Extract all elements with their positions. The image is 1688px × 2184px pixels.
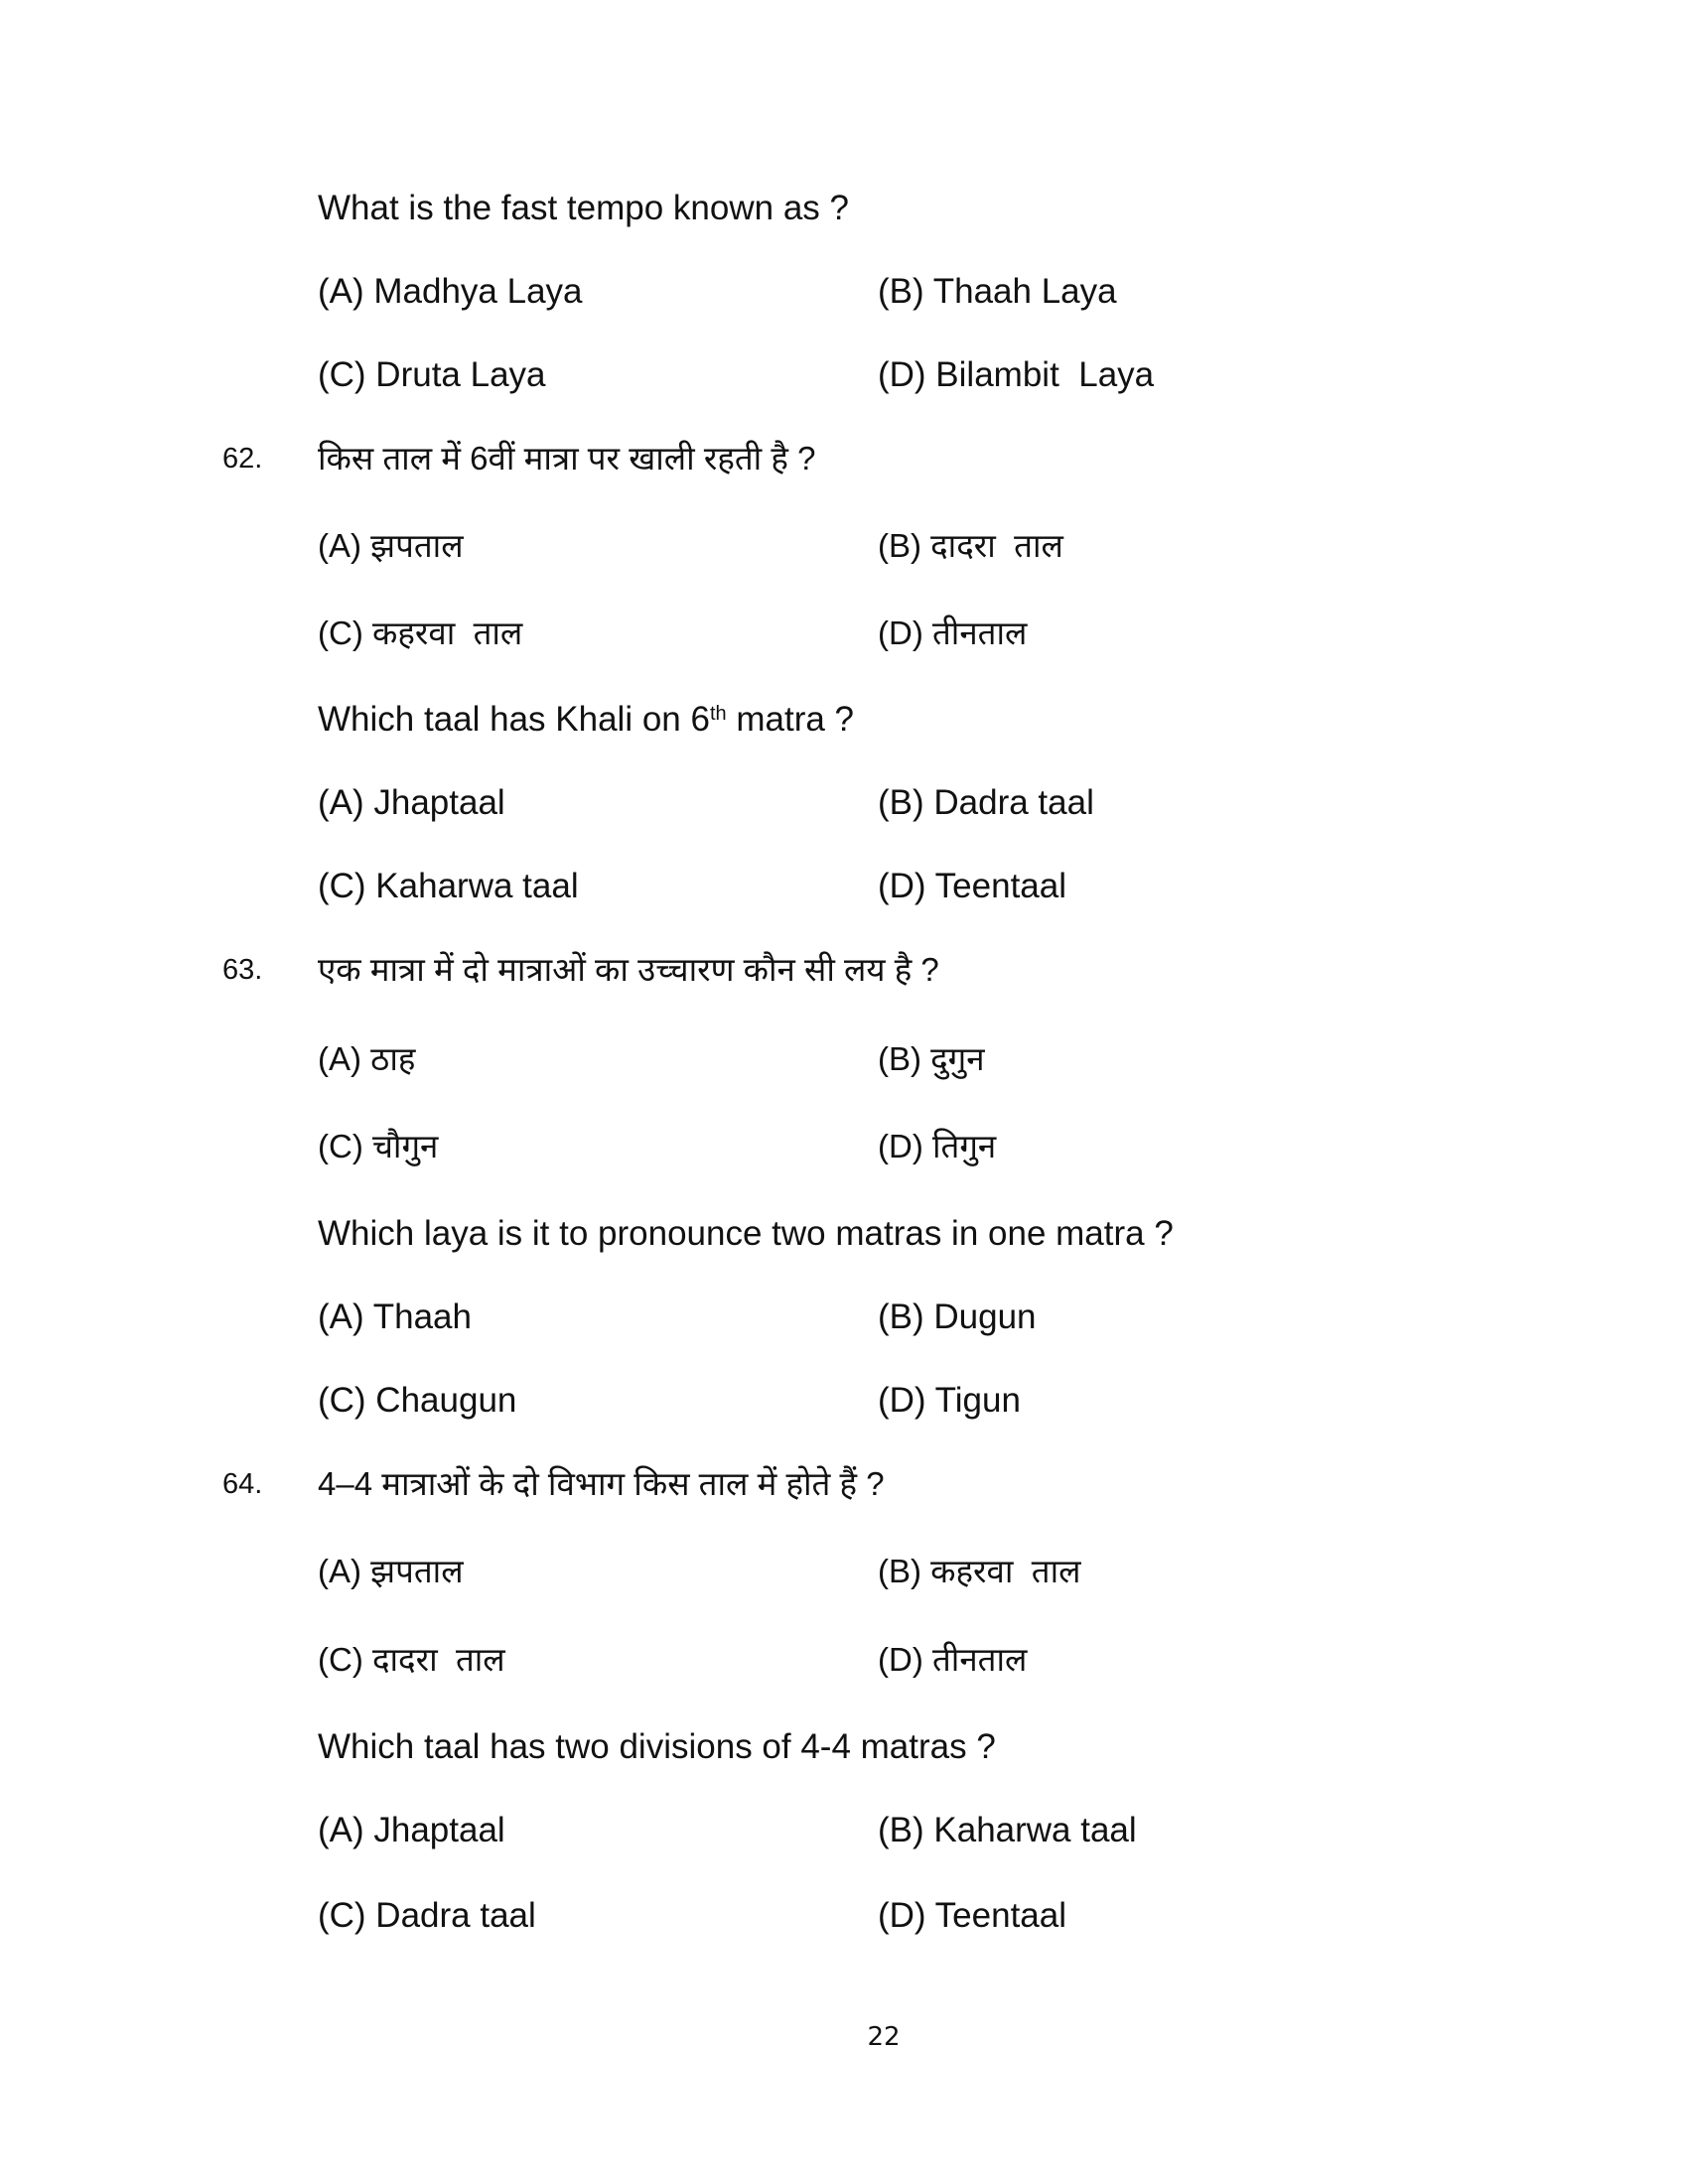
option-d: (D) Teentaal bbox=[878, 1896, 1067, 1935]
option-a: (A) झपताल bbox=[318, 527, 464, 564]
options-row-ab bbox=[0, 1029, 1688, 1089]
option-d: (D) Bilambit Laya bbox=[878, 355, 1155, 394]
options-row-ab bbox=[0, 1288, 1688, 1347]
options-row-ab bbox=[0, 516, 1688, 576]
question-text: 4–4 मात्राओं के दो विभाग किस ताल में होते हैं ? bbox=[318, 1465, 885, 1502]
question-text: Which laya is it to pronounce two matras in one matra ? bbox=[318, 1214, 1174, 1253]
option-a: (A) Jhaptaal bbox=[318, 783, 505, 822]
option-a: (A) झपताल bbox=[318, 1553, 464, 1589]
option-d: (D) Teentaal bbox=[878, 867, 1067, 905]
question-64-hindi bbox=[0, 1454, 1688, 1514]
option-b: (B) कहरवा ताल bbox=[878, 1553, 1081, 1589]
options-row-cd bbox=[0, 345, 1688, 405]
option-a: (A) Jhaptaal bbox=[318, 1811, 505, 1849]
option-b: (B) दादरा ताल bbox=[878, 527, 1063, 564]
ordinal-suffix: th bbox=[709, 703, 727, 725]
option-c: (C) Druta Laya bbox=[318, 355, 546, 394]
question-text: What is the fast tempo known as ? bbox=[318, 189, 849, 227]
question-text: एक मात्रा में दो मात्राओं का उच्चारण कौन सी लय है ? bbox=[318, 951, 939, 988]
options-row-cd bbox=[0, 1371, 1688, 1431]
question-63-hindi bbox=[0, 940, 1688, 1000]
question-number: 62. bbox=[222, 443, 263, 475]
options-row-cd bbox=[0, 857, 1688, 916]
question-63-english bbox=[0, 1204, 1688, 1264]
question-64-english bbox=[0, 1717, 1688, 1777]
option-b: (B) दुगुन bbox=[878, 1040, 985, 1077]
question-number: 64. bbox=[222, 1468, 263, 1500]
option-c: (C) कहरवा ताल bbox=[318, 614, 523, 651]
options-row-cd bbox=[0, 604, 1688, 663]
options-row-ab bbox=[0, 773, 1688, 833]
question-text-prefix: Which taal has Khali on 6 bbox=[318, 700, 710, 739]
option-b: (B) Thaah Laya bbox=[878, 272, 1117, 311]
options-row-ab bbox=[0, 262, 1688, 322]
question-text bbox=[318, 690, 854, 750]
option-b: (B) Kaharwa taal bbox=[878, 1811, 1137, 1849]
option-c: (C) दादरा ताल bbox=[318, 1641, 505, 1678]
question-61-english bbox=[0, 179, 1688, 238]
option-b: (B) Dadra taal bbox=[878, 783, 1094, 822]
option-a: (A) ठाह bbox=[318, 1040, 416, 1077]
options-row-cd bbox=[0, 1117, 1688, 1176]
option-c: (C) चौगुन bbox=[318, 1128, 439, 1164]
option-a: (A) Thaah bbox=[318, 1297, 472, 1336]
option-c: (C) Chaugun bbox=[318, 1381, 517, 1420]
option-a: (A) Madhya Laya bbox=[318, 272, 583, 311]
option-d: (D) तीनताल bbox=[878, 614, 1028, 651]
option-d: (D) तीनताल bbox=[878, 1641, 1028, 1678]
options-row-ab bbox=[0, 1801, 1688, 1860]
question-62-english bbox=[0, 690, 1688, 750]
options-row-ab bbox=[0, 1542, 1688, 1601]
options-row-cd bbox=[0, 1630, 1688, 1690]
option-c: (C) Kaharwa taal bbox=[318, 867, 579, 905]
option-d: (D) Tigun bbox=[878, 1381, 1021, 1420]
question-text: किस ताल में 6वीं मात्रा पर खाली रहती है ? bbox=[318, 440, 816, 477]
option-c: (C) Dadra taal bbox=[318, 1896, 536, 1935]
question-number: 63. bbox=[222, 954, 263, 986]
question-text-suffix: matra ? bbox=[726, 700, 855, 739]
question-62-hindi bbox=[0, 429, 1688, 488]
option-b: (B) Dugun bbox=[878, 1297, 1037, 1336]
page-number: 22 bbox=[867, 2022, 901, 2052]
question-text: Which taal has two divisions of 4-4 matras ? bbox=[318, 1727, 996, 1766]
option-d: (D) तिगुन bbox=[878, 1128, 997, 1164]
options-row-cd bbox=[0, 1886, 1688, 1946]
